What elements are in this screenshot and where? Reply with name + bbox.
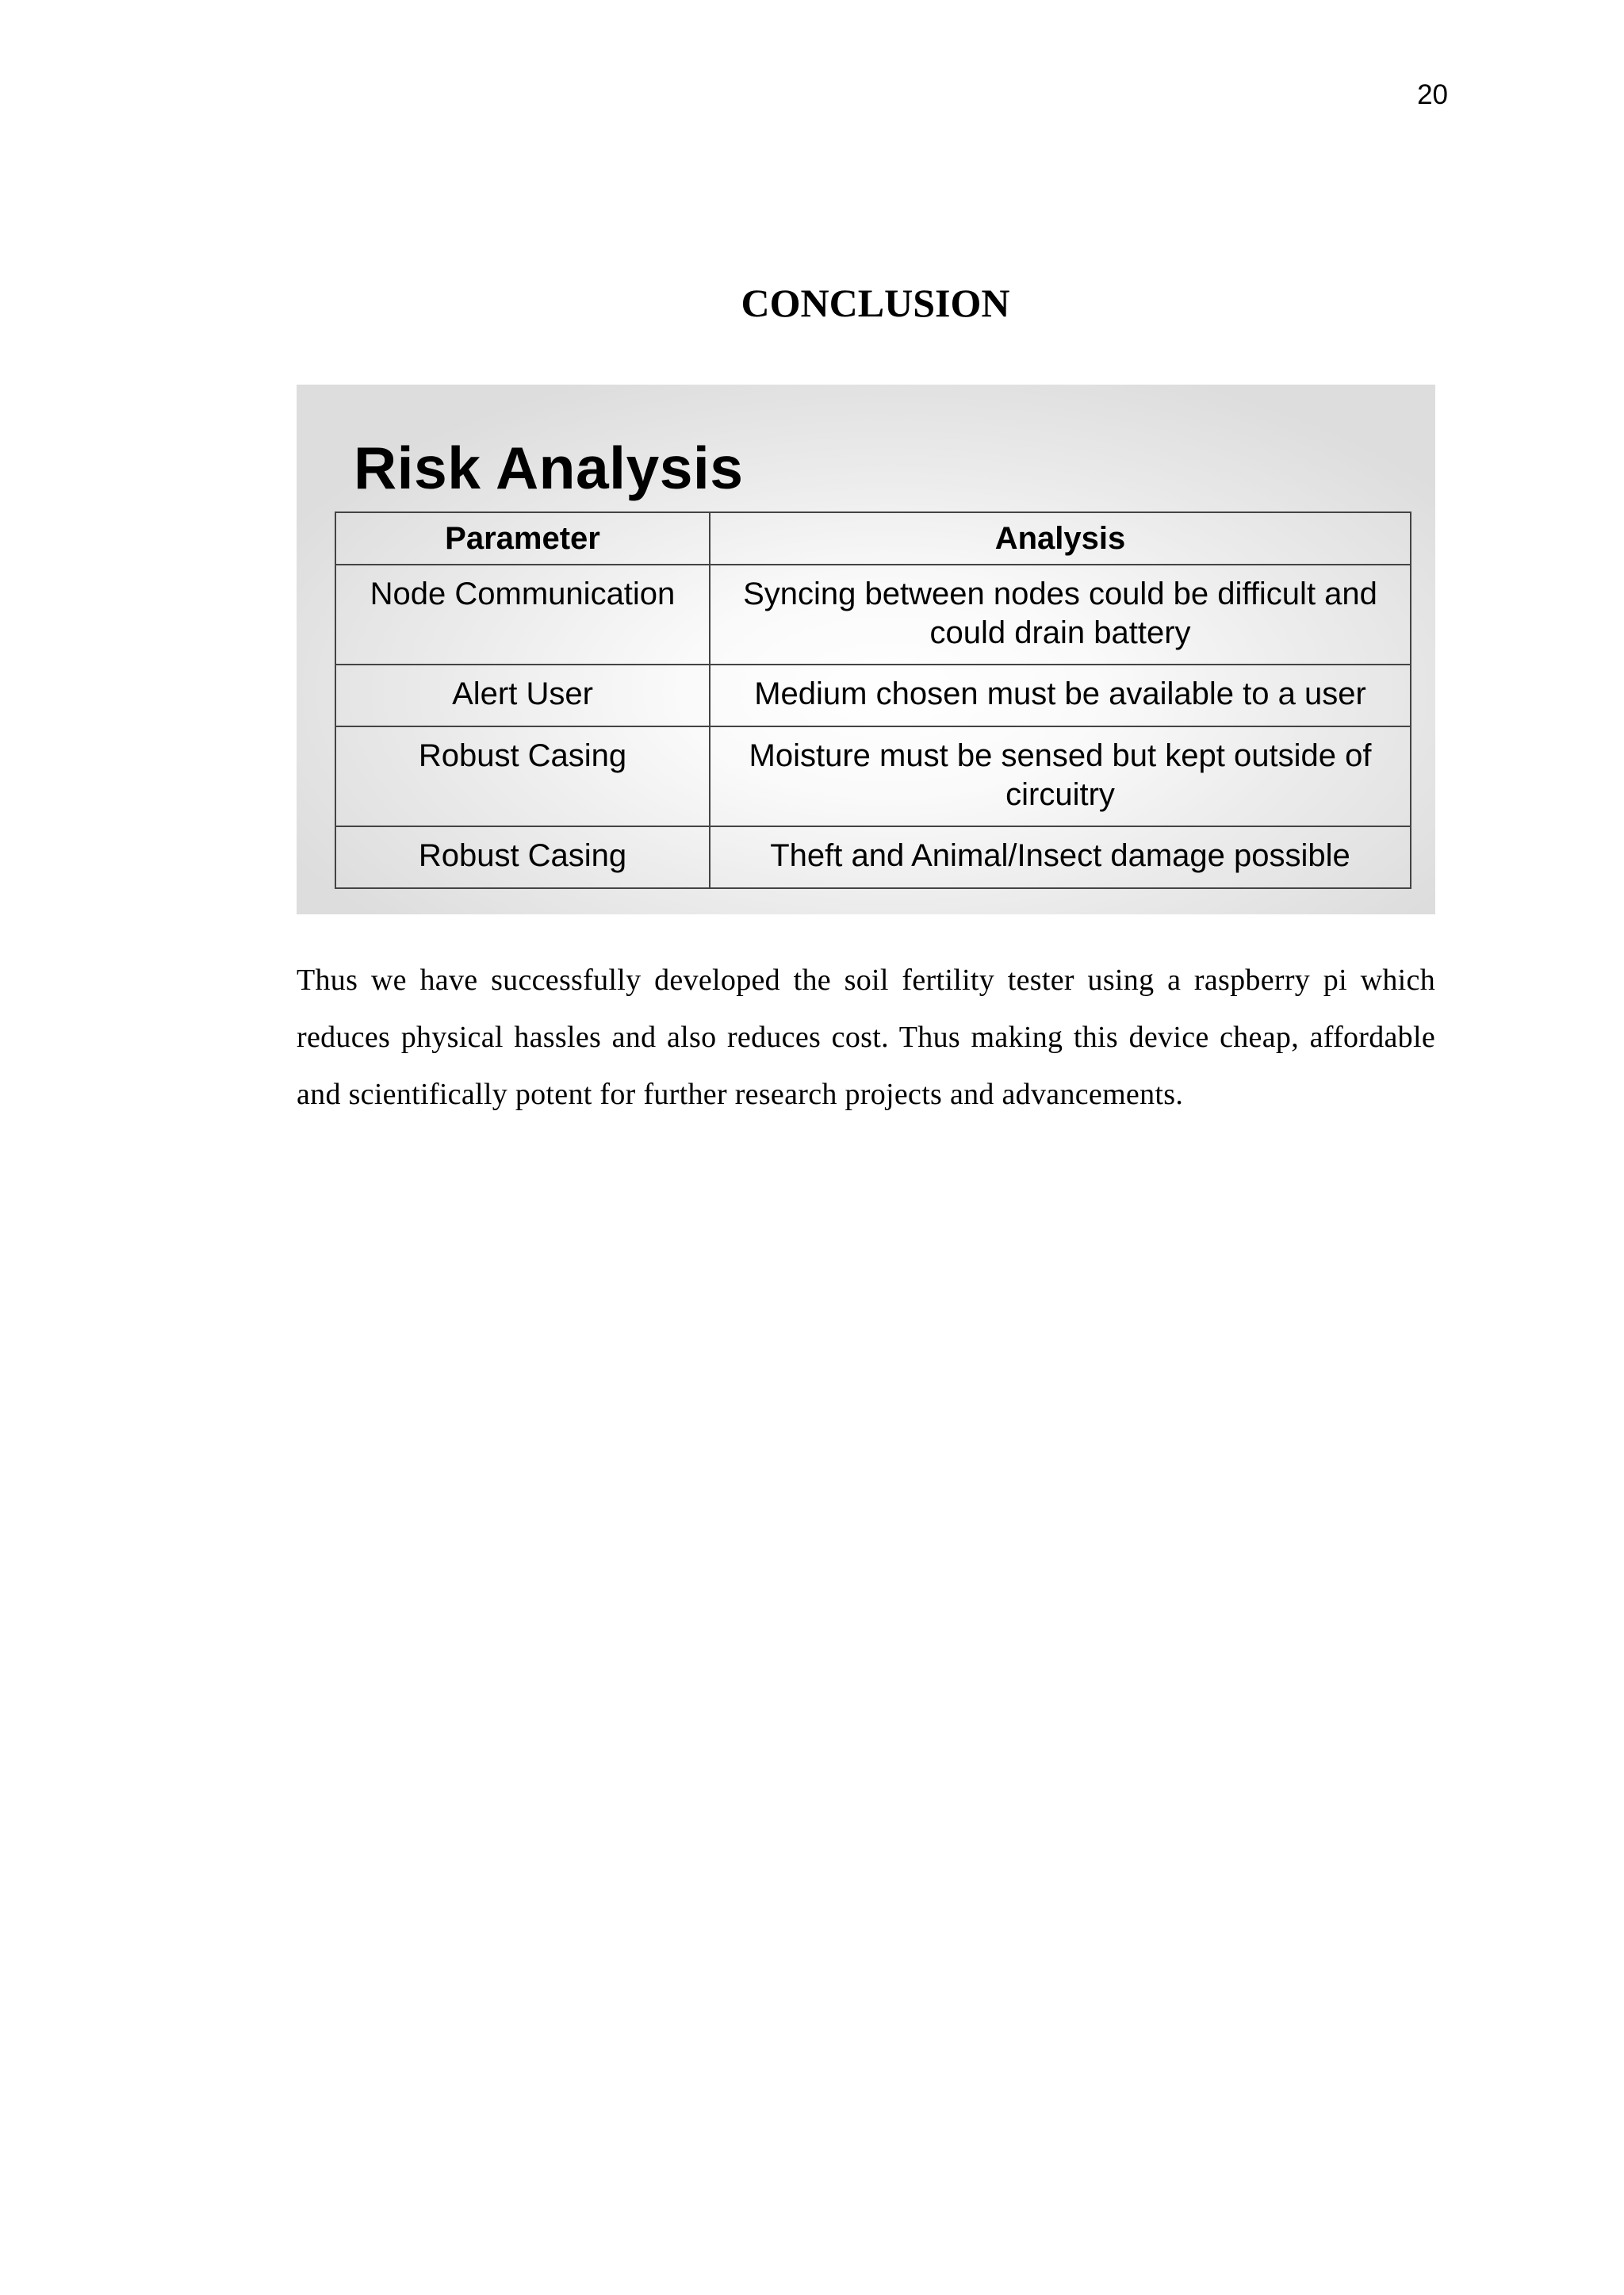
- table-row: [335, 665, 1411, 726]
- risk-analysis-table: [335, 511, 1411, 889]
- analysis-cell: Medium chosen must be available to a user: [710, 665, 1411, 726]
- conclusion-paragraph: Thus we have successfully developed the soil fertility tester using a raspberry pi which reduces physical hassles and also reduces cost. Thus making this device cheap, affordable and scientifically potent for further research projects and advancements.: [297, 964, 1435, 1111]
- parameter-cell: Node Communication: [335, 565, 710, 665]
- slide-title: Risk Analysis: [354, 435, 744, 501]
- column-header-parameter: Parameter: [335, 512, 710, 565]
- table-row: [335, 726, 1411, 826]
- column-header-analysis: Analysis: [710, 512, 1411, 565]
- analysis-cell: Moisture must be sensed but kept outside of circuitry: [710, 726, 1411, 826]
- parameter-cell: Robust Casing: [335, 826, 710, 888]
- table-header-row: [335, 512, 1411, 565]
- parameter-cell: Alert User: [335, 665, 710, 726]
- page-heading: CONCLUSION: [741, 281, 1010, 325]
- table-row: [335, 565, 1411, 665]
- table-row: [335, 826, 1411, 888]
- analysis-cell: Syncing between nodes could be difficult and could drain battery: [710, 565, 1411, 665]
- parameter-cell: Robust Casing: [335, 726, 710, 826]
- risk-analysis-slide-image: [297, 385, 1435, 914]
- page-number: 20: [1417, 79, 1448, 110]
- analysis-cell: Theft and Animal/Insect damage possible: [710, 826, 1411, 888]
